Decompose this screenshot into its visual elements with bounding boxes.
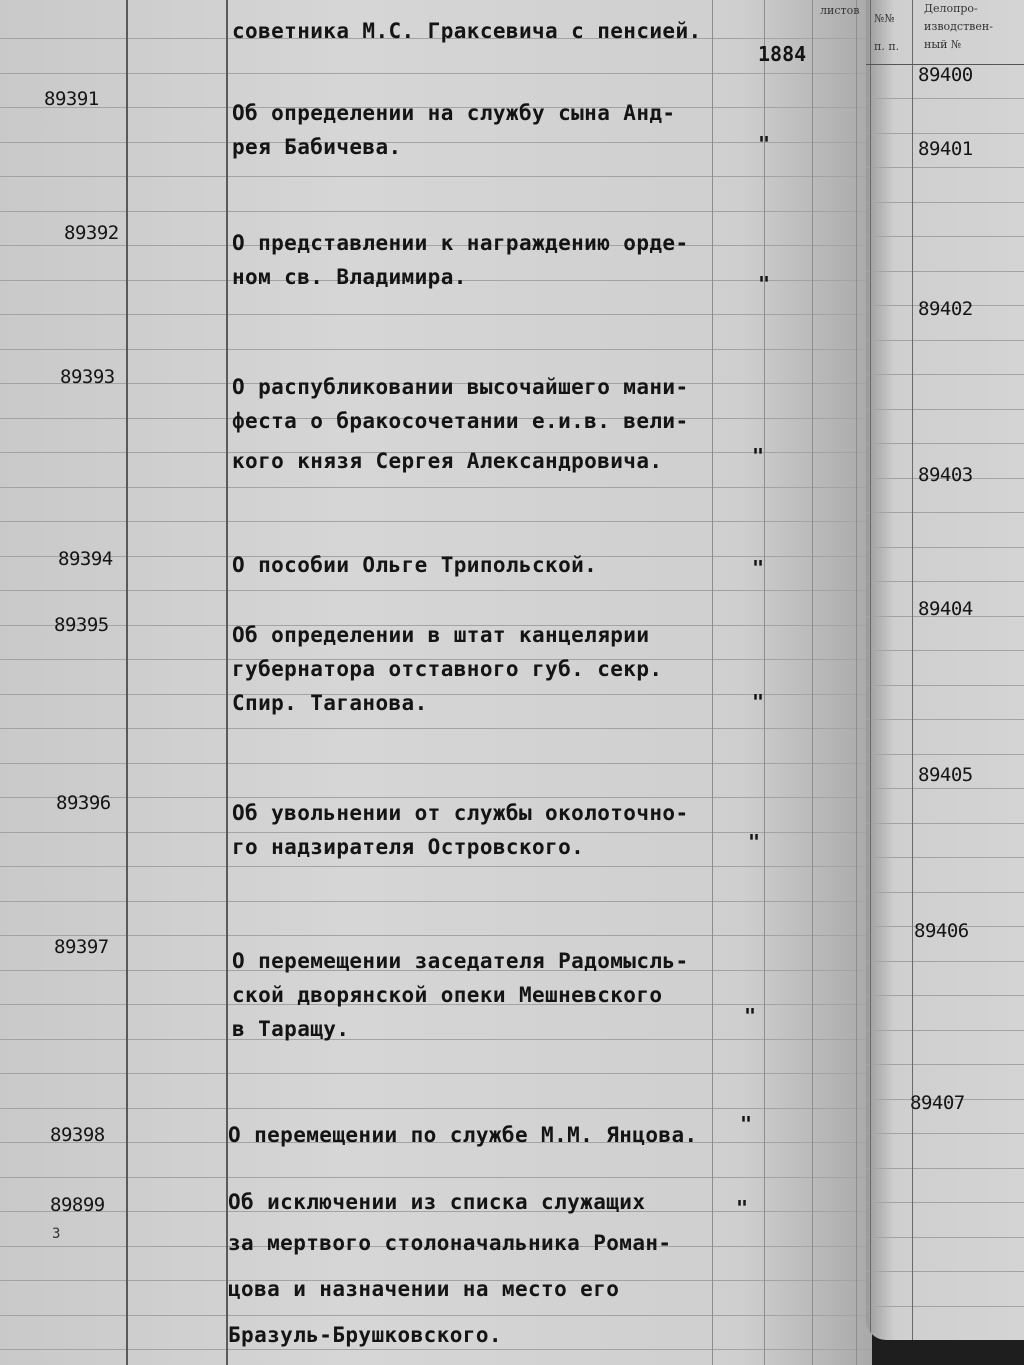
ruled-line xyxy=(866,719,1024,720)
ditto-mark: " xyxy=(736,1196,749,1220)
entry-number: 89393 xyxy=(60,366,115,388)
column-divider-number xyxy=(126,0,128,1365)
entry-number: 89394 xyxy=(58,548,113,570)
ruled-line xyxy=(866,581,1024,582)
ruled-line xyxy=(866,133,1024,134)
ruled-line xyxy=(0,73,872,74)
column-divider-right-2 xyxy=(912,0,913,1340)
ruled-line xyxy=(866,823,1024,824)
header-case-2: изводствен- xyxy=(924,20,993,33)
ruled-line xyxy=(866,98,1024,99)
ruled-line xyxy=(866,409,1024,410)
ruled-line xyxy=(0,487,872,488)
ruled-line xyxy=(0,176,872,177)
case-number: 89401 xyxy=(918,138,973,160)
ruled-line xyxy=(0,1108,872,1109)
ruled-line xyxy=(866,167,1024,168)
header-case-3: ный № xyxy=(924,38,962,51)
ruled-line xyxy=(0,728,872,729)
column-divider-right-1 xyxy=(870,0,871,1340)
entry-number: 89396 xyxy=(56,792,111,814)
entry-title: О пособии Ольге Трипольской. xyxy=(232,553,598,577)
right-page xyxy=(866,0,1024,1340)
ruled-line xyxy=(866,685,1024,686)
header-sheets: листов xyxy=(820,4,860,17)
ruled-line xyxy=(866,1168,1024,1169)
ruled-line xyxy=(866,650,1024,651)
entry-title-continuation: советника М.С. Граксевича с пенсией. xyxy=(232,19,702,43)
ruled-line xyxy=(866,1064,1024,1065)
ruled-line xyxy=(866,1271,1024,1272)
header-case-1: Делопро- xyxy=(924,2,978,15)
ditto-mark: " xyxy=(740,1112,753,1136)
entry-number: 89391 xyxy=(44,88,99,110)
ditto-mark: " xyxy=(758,132,771,156)
entry-title: Об определении в штат канцелярии губернатора отставного губ. секр. Спир. Таганова. xyxy=(232,623,663,715)
entry-title: О представлении к награждению орде- ном св. Владимира. xyxy=(232,231,689,289)
ruled-line xyxy=(0,314,872,315)
ditto-mark: " xyxy=(752,444,765,468)
case-number: 89402 xyxy=(918,298,973,320)
ruled-line xyxy=(0,1177,872,1178)
entry-title: О перемещении заседателя Радомысль- ской дворянской опеки Мешневского в Таращу. xyxy=(232,949,689,1041)
ruled-line xyxy=(866,788,1024,789)
entry-number: 89395 xyxy=(54,614,109,636)
ruled-line xyxy=(866,1306,1024,1307)
ruled-line xyxy=(866,340,1024,341)
ruled-line xyxy=(0,349,872,350)
ruled-line xyxy=(866,892,1024,893)
ruled-line xyxy=(866,857,1024,858)
ruled-line xyxy=(866,754,1024,755)
column-divider-edge xyxy=(856,0,857,1365)
ruled-line xyxy=(866,961,1024,962)
ditto-mark: " xyxy=(752,690,765,714)
ruled-line xyxy=(0,935,872,936)
entry-number: 89398 xyxy=(50,1124,105,1146)
case-number: 89403 xyxy=(918,464,973,486)
ruled-line xyxy=(0,211,872,212)
ruled-line xyxy=(866,271,1024,272)
entry-number: 89899 xyxy=(50,1194,105,1216)
header-num: №№ xyxy=(874,12,895,25)
ruled-line xyxy=(866,374,1024,375)
ditto-mark: " xyxy=(752,556,765,580)
ruled-line xyxy=(866,547,1024,548)
header-pp: п. п. xyxy=(874,40,900,53)
ruled-line xyxy=(0,866,872,867)
case-number: 89404 xyxy=(918,598,973,620)
ruled-line xyxy=(866,1030,1024,1031)
ruled-line xyxy=(866,443,1024,444)
ruled-line xyxy=(866,202,1024,203)
ruled-line xyxy=(866,995,1024,996)
ditto-mark: " xyxy=(744,1004,757,1028)
column-divider-title xyxy=(226,0,228,1365)
entry-title: О перемещении по службе М.М. Янцова. xyxy=(228,1123,698,1147)
ditto-mark: " xyxy=(758,272,771,296)
entry-title: О распубликовании высочайшего мани- феста о бракосочетании е.и.в. вели- кого князя Сергея Александровича. xyxy=(232,375,689,473)
ruled-line xyxy=(0,521,872,522)
entry-number: 89392 xyxy=(64,222,119,244)
case-number: 89405 xyxy=(918,764,973,786)
page-mark: 3 xyxy=(52,1226,61,1242)
entry-title: Об исключении из списка служащих за мертвого столоначальника Роман- цова и назначении на место его Бразуль-Брушковского. xyxy=(228,1190,672,1347)
ruled-line xyxy=(0,901,872,902)
column-divider-sheets xyxy=(812,0,813,1365)
ruled-line xyxy=(0,763,872,764)
ruled-line xyxy=(0,590,872,591)
case-number: 89407 xyxy=(910,1092,965,1114)
ruled-line xyxy=(0,1073,872,1074)
entry-title: Об определении на службу сына Анд- рея Бабичева. xyxy=(232,101,676,159)
entry-number: 89397 xyxy=(54,936,109,958)
case-number: 89406 xyxy=(914,920,969,942)
ditto-mark: " xyxy=(748,830,761,854)
case-number: 89400 xyxy=(918,64,973,86)
ruled-line xyxy=(866,236,1024,237)
ruled-line xyxy=(866,1133,1024,1134)
entry-title: Об увольнении от службы околоточно- го надзирателя Островского. xyxy=(232,801,689,859)
entry-year: 1884 xyxy=(758,42,807,66)
column-divider-year-right xyxy=(764,0,765,1365)
ruled-line xyxy=(866,1202,1024,1203)
ruled-line xyxy=(866,512,1024,513)
ruled-line xyxy=(866,1237,1024,1238)
